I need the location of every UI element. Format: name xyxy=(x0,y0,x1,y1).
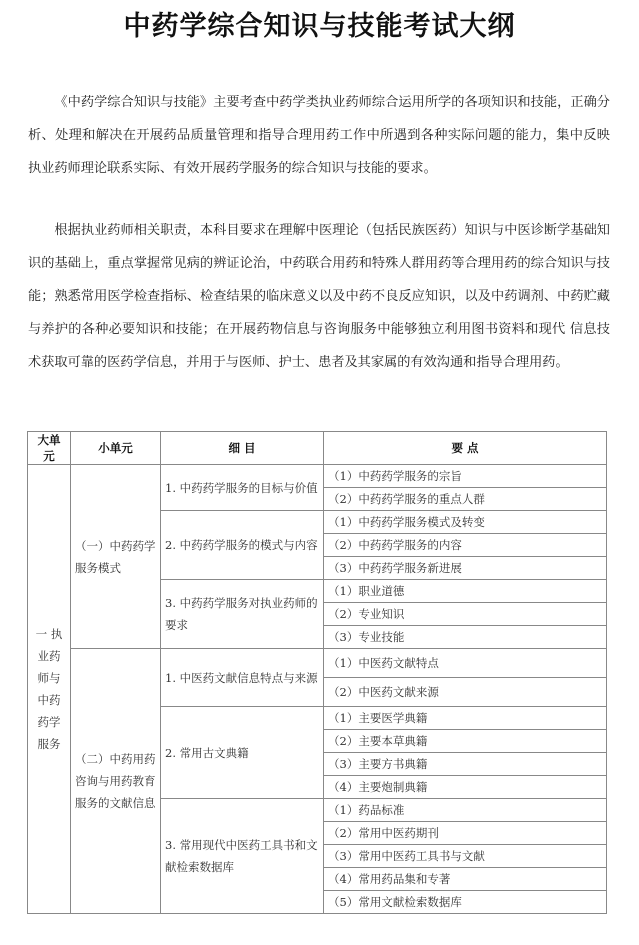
point-cell: （3）中药药学服务新进展 xyxy=(324,557,607,580)
table-row xyxy=(28,649,607,678)
detail-cell: 3. 中药药学服务对执业药师的要求 xyxy=(161,580,324,649)
point-cell: （4）主要炮制典籍 xyxy=(324,776,607,799)
detail-cell: 2. 中药药学服务的模式与内容 xyxy=(161,511,324,580)
point-cell: （2）中药药学服务的内容 xyxy=(324,534,607,557)
detail-cell: 1. 中药药学服务的目标与价值 xyxy=(161,465,324,511)
major-unit-cell: 一 执业药师与中药药学服务 xyxy=(28,465,71,914)
point-cell: （1）职业道德 xyxy=(324,580,607,603)
point-cell: （4）常用药品集和专著 xyxy=(324,868,607,891)
point-cell: （2）主要本草典籍 xyxy=(324,730,607,753)
point-cell: （3）主要方书典籍 xyxy=(324,753,607,776)
point-cell: （1）主要医学典籍 xyxy=(324,707,607,730)
point-cell: （5）常用文献检索数据库 xyxy=(324,891,607,914)
point-cell: （1）中药药学服务模式及转变 xyxy=(324,511,607,534)
point-cell: （2）中医药文献来源 xyxy=(324,678,607,707)
detail-cell: 3. 常用现代中医药工具书和文献检索数据库 xyxy=(161,799,324,914)
point-cell: （2）专业知识 xyxy=(324,603,607,626)
table-header-row xyxy=(28,432,607,465)
table-row xyxy=(28,465,607,488)
point-cell: （2）常用中医药期刊 xyxy=(324,822,607,845)
intro-paragraph: 《中药学综合知识与技能》主要考查中药学类执业药师综合运用所学的各项知识和技能，正确分析、处理和解决在开展药品质量管理和指导合理用药工作中所遇到各种实际问题的能力，集中反映 执业药师理论联系实际、有效开展药学服务的综合知识与技能的要求。 xyxy=(28,95,610,177)
point-cell: （1）中药药学服务的宗旨 xyxy=(324,465,607,488)
point-cell: （1）中医药文献特点 xyxy=(324,649,607,678)
sub-unit-cell: （一）中药药学服务模式 xyxy=(71,465,161,649)
point-cell: （2）中药药学服务的重点人群 xyxy=(324,488,607,511)
syllabus-table xyxy=(27,431,607,914)
header-sub-unit: 小单元 xyxy=(71,432,161,465)
detail-cell: 1. 中医药文献信息特点与来源 xyxy=(161,649,324,707)
header-key-points: 要 点 xyxy=(324,432,607,465)
point-cell: （1）药品标准 xyxy=(324,799,607,822)
detail-cell: 2. 常用古文典籍 xyxy=(161,707,324,799)
point-cell: （3）专业技能 xyxy=(324,626,607,649)
sub-unit-cell: （二）中药用药咨询与用药教育服务的文献信息 xyxy=(71,649,161,914)
point-cell: （3）常用中医药工具书与文献 xyxy=(324,845,607,868)
header-detail: 细 目 xyxy=(161,432,324,465)
header-major-unit: 大单元 xyxy=(28,432,71,465)
document-title: 中药学综合知识与技能考试大纲 xyxy=(123,11,516,42)
requirements-paragraph: 根据执业药师相关职责，本科目要求在理解中医理论（包括民族医药）知识与中医诊断学基础知识的基础上，重点掌握常见病的辨证论治，中药联合用药和特殊人群用药等合理用药的综合知识与技能；熟悉常用医学检查指标、检查结果的临床意义以及中药不良反应知识，以及中药调剂、中药贮藏与养护的各种必要知识和技能；在开展药物信息与咨询服务中能够独立利用图书资料和现代 信息技术获取可靠的医药学信息，并用于与医师、护士、患者及其家属的有效沟通和指导合理用药。 xyxy=(28,223,610,371)
